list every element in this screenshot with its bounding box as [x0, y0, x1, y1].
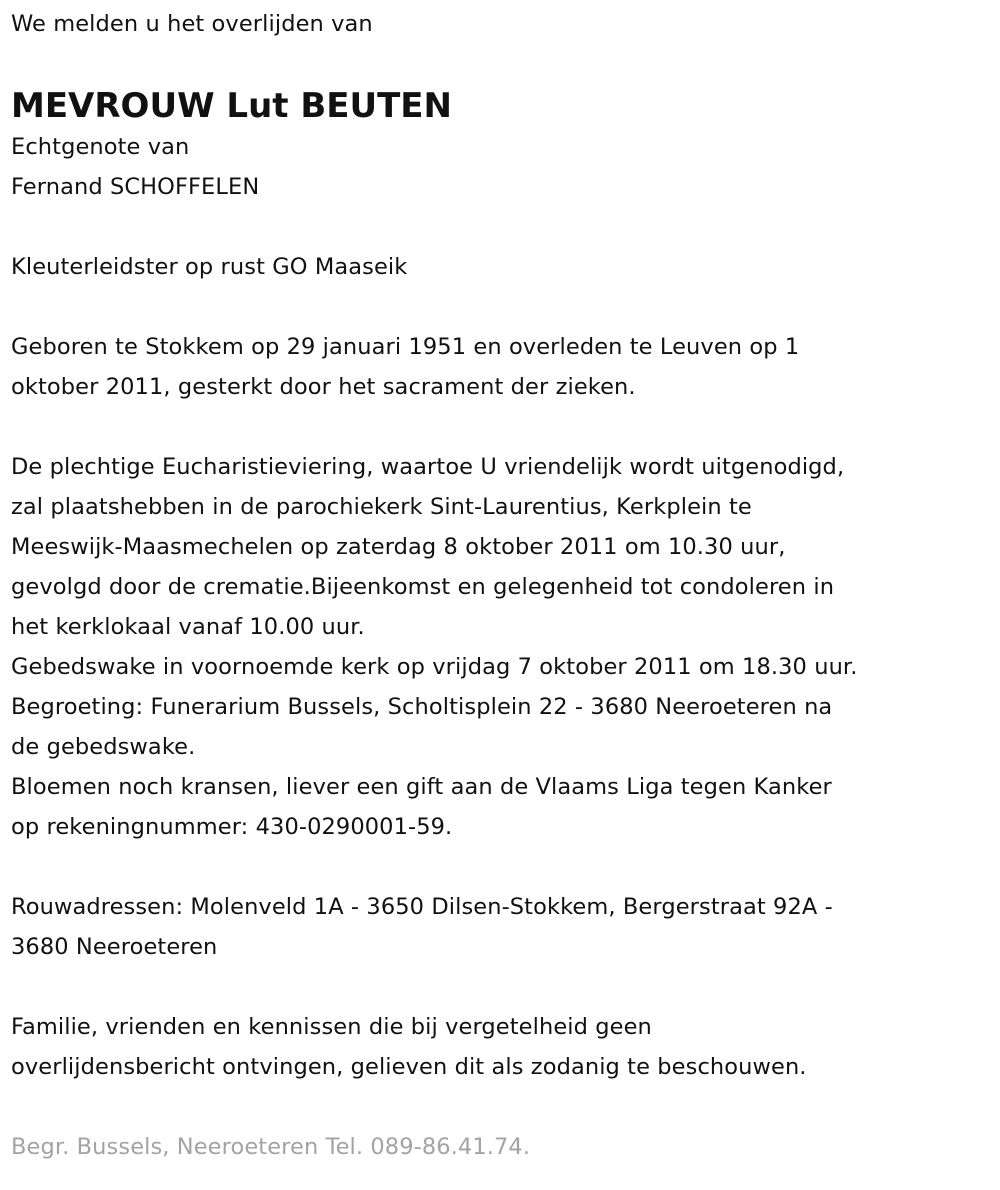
ceremony-line: Bloemen noch kransen, liever een gift aan de Vlaams Liga tegen Kanker	[11, 774, 832, 800]
spouse-name: Fernand SCHOFFELEN	[11, 174, 260, 200]
ceremony-line: Begroeting: Funerarium Bussels, Scholtisplein 22 - 3680 Neeroeteren na	[11, 694, 833, 720]
ceremony-line: De plechtige Eucharistieviering, waartoe U vriendelijk wordt uitgenodigd,	[11, 454, 845, 480]
deceased-name: MEVROUW Lut BEUTEN	[11, 86, 452, 126]
birth-death-line: Geboren te Stokkem op 29 januari 1951 en overleden te Leuven op 1	[11, 334, 800, 360]
birth-death-line: oktober 2011, gesterkt door het sacrament der zieken.	[11, 374, 636, 400]
occupation: Kleuterleidster op rust GO Maaseik	[11, 254, 408, 280]
intro-text: We melden u het overlijden van	[11, 11, 373, 37]
spouse-label: Echtgenote van	[11, 134, 190, 160]
address-line: 3680 Neeroeteren	[11, 934, 218, 960]
ceremony-line: zal plaatshebben in de parochiekerk Sint-Laurentius, Kerkplein te	[11, 494, 752, 520]
ceremony-line: op rekeningnummer: 430-0290001-59.	[11, 814, 453, 840]
ceremony-line: Gebedswake in voornoemde kerk op vrijdag 7 oktober 2011 om 18.30 uur.	[11, 654, 858, 680]
footer-funeral-home: Begr. Bussels, Neeroeteren Tel. 089-86.41.74.	[11, 1134, 531, 1160]
notice-line: overlijdensbericht ontvingen, gelieven dit als zodanig te beschouwen.	[11, 1054, 807, 1080]
address-line: Rouwadressen: Molenveld 1A - 3650 Dilsen-Stokkem, Bergerstraat 92A -	[11, 894, 833, 920]
notice-line: Familie, vrienden en kennissen die bij vergetelheid geen	[11, 1014, 652, 1040]
ceremony-line: gevolgd door de crematie.Bijeenkomst en gelegenheid tot condoleren in	[11, 574, 835, 600]
ceremony-line: het kerklokaal vanaf 10.00 uur.	[11, 614, 365, 640]
ceremony-line: Meeswijk-Maasmechelen op zaterdag 8 oktober 2011 om 10.30 uur,	[11, 534, 786, 560]
ceremony-line: de gebedswake.	[11, 734, 196, 760]
